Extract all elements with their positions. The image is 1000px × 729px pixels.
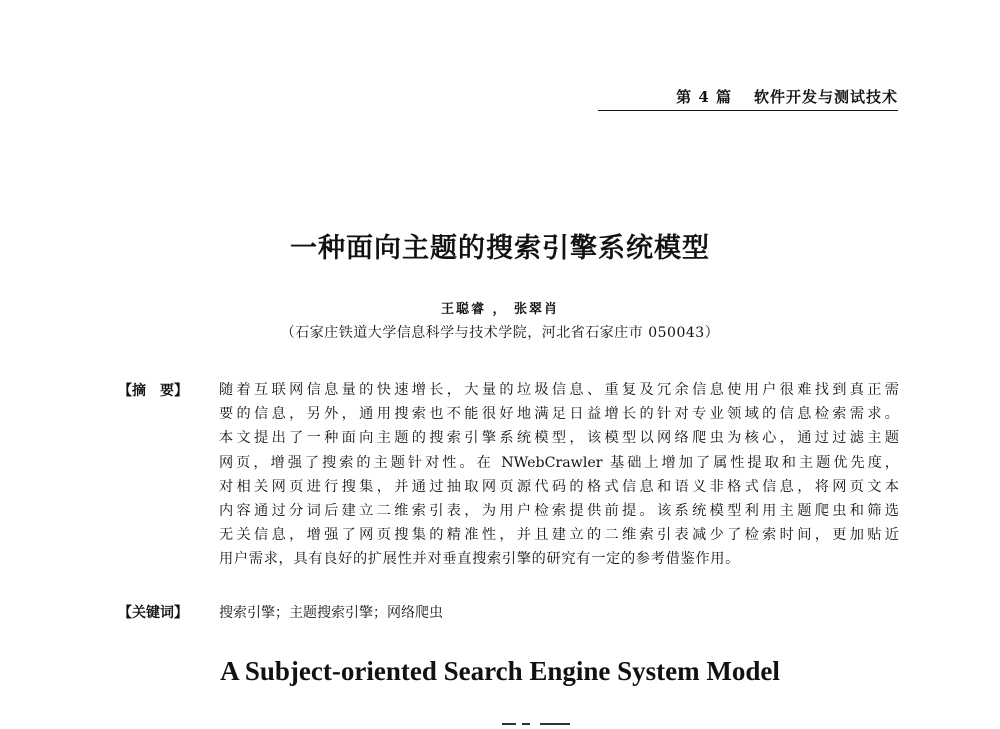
abstract-line: 内容通过分词后建立二维索引表，为用户检索提供前提。该系统模型利用主题爬虫和筛选 xyxy=(219,502,899,519)
abstract-line: 随着互联网信息量的快速增长，大量的垃圾信息、重复及冗余信息使用户很难找到真正需 xyxy=(219,382,899,398)
authors: 王聪睿 ， 张翠肖 xyxy=(440,302,560,317)
abstract-line: 本文提出了一种面向主题的搜索引擎系统模型，该模型以网络爬虫为核心，通过过滤主题 xyxy=(219,430,899,447)
running-head-section: 软件开发与测试技术 xyxy=(753,88,898,106)
abstract-line: 对相关网页进行搜集，并通过抽取网页源代码的格式信息和语义非格式信息，将网页文本 xyxy=(219,478,899,495)
english-title: A Subject-oriented Search Engine System Model xyxy=(220,656,780,686)
abstract-line: 用户需求，具有良好的扩展性并对垂直搜索引擎的研究有一定的参考借鉴作用。 xyxy=(219,551,741,568)
abstract-line: 网页，增强了搜索的主题针对性。在 NWebCrawler 基础上增加了属性提取和主题优先度， xyxy=(219,454,899,471)
abstract-line: 要的信息，另外，通用搜索也不能很好地满足日益增长的针对专业领域的信息检索需求。 xyxy=(219,406,899,423)
affiliation: （石家庄铁道大学信息科学与技术学院，河北省石家庄市 050043） xyxy=(280,325,720,341)
keywords-text: 搜索引擎；主题搜索引擎；网络爬虫 xyxy=(219,605,443,621)
paper-title: 一种面向主题的搜索引擎系统模型 xyxy=(290,233,710,264)
abstract-body xyxy=(219,378,899,572)
abstract-line: 无关信息，增强了网页搜集的精准性，并且建立的二维索引表减少了检索时间，更加贴近 xyxy=(219,527,899,544)
keywords-label: 【关键词】 xyxy=(118,605,188,621)
running-head-part: 第 4 篇 xyxy=(676,88,732,106)
running-head xyxy=(598,86,898,111)
cut-off-text-fragment xyxy=(500,720,590,729)
abstract-label: 【摘 要】 xyxy=(118,383,188,399)
